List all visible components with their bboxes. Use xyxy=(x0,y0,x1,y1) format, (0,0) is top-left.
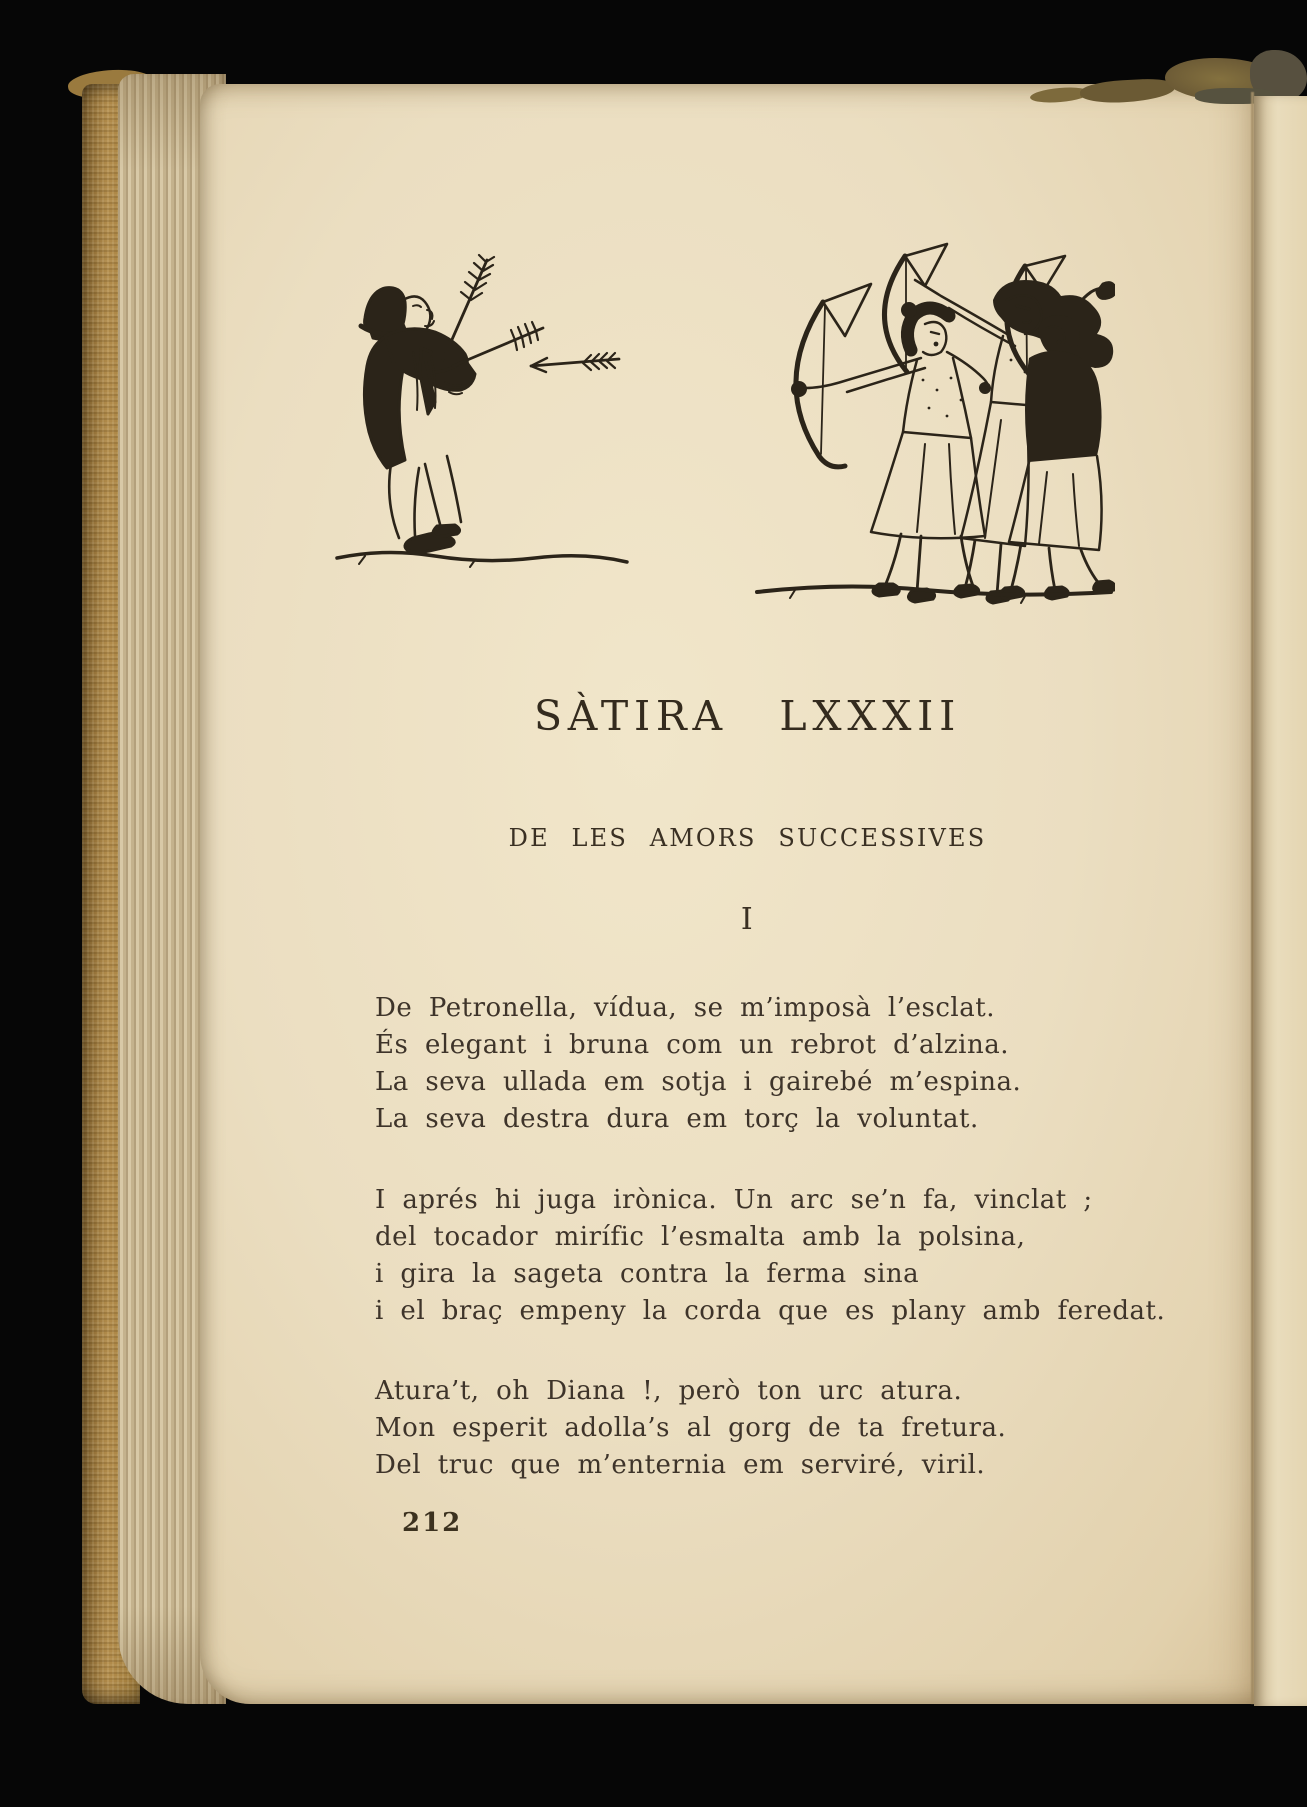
satire-illustration xyxy=(325,240,1115,615)
poem-line: La seva ullada em sotja i gairebé m’espina. xyxy=(375,1067,1022,1097)
poem-line: i el braç empeny la corda que es plany amb feredat. xyxy=(375,1296,1166,1326)
flying-arrow xyxy=(531,353,619,372)
poem-line: Del truc que m’enternia em serviré, viril. xyxy=(375,1450,986,1480)
poem-line: És elegant i bruna com un rebrot d’alzina. xyxy=(375,1030,1010,1060)
page-subtitle: DE LES AMORS SUCCESSIVES xyxy=(508,824,987,852)
stanza-3 xyxy=(375,1373,1135,1484)
poem-line: Atura’t, oh Diana !, però ton urc atura. xyxy=(375,1376,963,1406)
arrow-in-chest xyxy=(443,255,494,360)
arrow-in-chest xyxy=(453,322,543,366)
ground-line-left xyxy=(337,552,627,562)
poem-line: De Petronella, vídua, se m’imposà l’esclat. xyxy=(375,993,996,1023)
poem-line: del tocador mirífic l’esmalta amb la polsina, xyxy=(375,1222,1026,1252)
poem-line: i gira la sageta contra la ferma sina xyxy=(375,1259,920,1289)
page-number: 212 xyxy=(402,1508,463,1538)
stanza-2 xyxy=(375,1182,1166,1330)
page-title: SÀTIRA LXXXII xyxy=(533,692,962,740)
facing-page-sliver xyxy=(1254,96,1307,1706)
stanza-1 xyxy=(375,990,1135,1138)
poem-line: Mon esperit adolla’s al gorg de ta fretura. xyxy=(375,1413,1007,1443)
poem-line: I aprés hi juga irònica. Un arc se’n fa, vinclat ; xyxy=(375,1185,1093,1215)
poem-line: La seva destra dura em torç la voluntat. xyxy=(375,1104,979,1134)
section-numeral: I xyxy=(740,902,755,937)
